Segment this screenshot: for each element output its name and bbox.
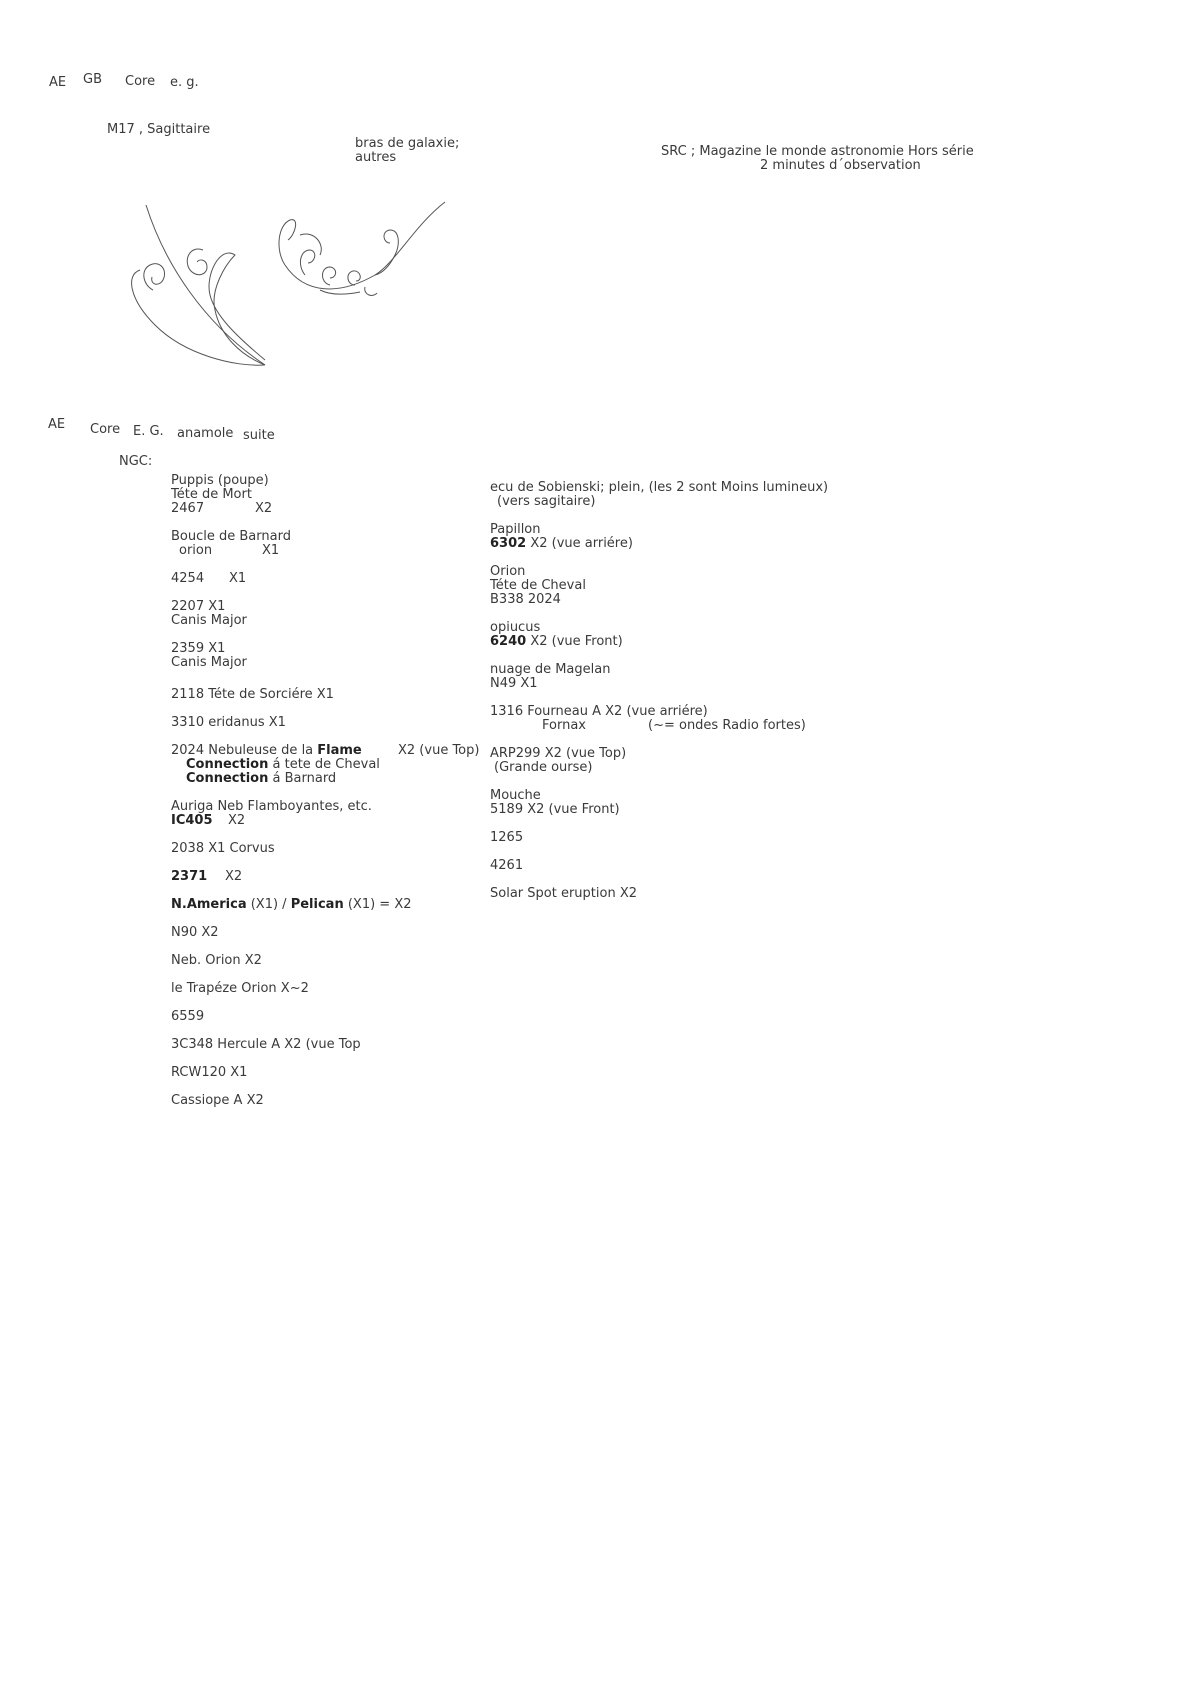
n2024-connection-1-rest: á tete de Cheval — [268, 757, 380, 772]
n2359-line-2: Canis Major — [171, 655, 247, 670]
n1265-entry: 1265 — [490, 830, 524, 845]
n2024-factor: X2 (vue Top) — [398, 743, 480, 758]
arp299-line-1: ARP299 X2 (vue Top) — [490, 746, 627, 761]
core-label: Core — [125, 74, 156, 89]
arp299-line-2: (Grande ourse) — [494, 760, 593, 775]
bras-note — [355, 137, 459, 165]
src-line-1: SRC ; Magazine le monde astronomie Hors série — [661, 144, 974, 159]
ecu-line-1: ecu de Sobienski; plein, (les 2 sont Moins lumineux) — [490, 480, 829, 495]
gb-label: GB — [83, 72, 102, 87]
trapeze-entry: le Trapéze Orion X~2 — [171, 981, 309, 996]
n2207-entry — [171, 600, 247, 628]
ae-label-2: AE — [48, 417, 66, 432]
opiucus-number: 6240 — [490, 634, 527, 649]
mouche-name: Mouche — [490, 788, 541, 803]
bras-line-1: bras de galaxie; — [355, 136, 460, 151]
neb-orion-entry: Neb. Orion X2 — [171, 953, 262, 968]
n2038-entry: 2038 X1 Corvus — [171, 841, 275, 856]
n2118-entry: 2118 Téte de Sorciére X1 — [171, 687, 334, 702]
magelan-line-1: nuage de Magelan — [490, 662, 611, 677]
n2371-number: 2371 — [171, 869, 208, 884]
n4254-factor: X1 — [229, 571, 247, 586]
namerica-entry — [171, 898, 412, 912]
n2024-connection-2-rest: á Barnard — [268, 771, 337, 786]
n90-entry: N90 X2 — [171, 925, 219, 940]
suite-label: suite — [243, 428, 275, 443]
auriga-entry — [171, 800, 372, 828]
magelan-entry — [490, 663, 610, 691]
eg-label-2: E. G. — [133, 424, 164, 439]
namerica-factor-a: (X1) / — [246, 897, 291, 912]
mouche-line-2: 5189 X2 (vue Front) — [490, 802, 620, 817]
auriga-factor: X2 — [228, 813, 246, 828]
boucle-factor: X1 — [262, 543, 280, 558]
boucle-constellation: orion — [179, 543, 213, 558]
n2024-flame: Flame — [317, 743, 362, 758]
ngc-label: NGC: — [119, 454, 153, 469]
puppis-alias: Téte de Mort — [171, 487, 252, 502]
n2359-entry — [171, 642, 247, 670]
orion-line-2: Téte de Cheval — [490, 578, 586, 593]
n2024-connection-1: Connection — [186, 757, 269, 772]
papillon-entry — [490, 523, 633, 551]
ecu-line-2: (vers sagitaire) — [497, 494, 596, 509]
core-label-2: Core — [90, 422, 121, 437]
papillon-name: Papillon — [490, 522, 541, 537]
bras-line-2: autres — [355, 150, 397, 165]
pelican-name: Pelican — [290, 897, 344, 912]
puppis-name: Puppis (poupe) — [171, 473, 269, 488]
cassiope-entry: Cassiope A X2 — [171, 1093, 264, 1108]
puppis-factor: X2 — [255, 501, 273, 516]
n2371-factor: X2 — [225, 869, 243, 884]
n2024-connection-2: Connection — [186, 771, 269, 786]
n2359-line-1: 2359 X1 — [171, 641, 226, 656]
orion-line-3: B338 2024 — [490, 592, 561, 607]
orion-entry — [490, 565, 586, 607]
auriga-ic: IC405 — [171, 813, 213, 828]
opiucus-entry — [490, 621, 623, 649]
n2024-prefix: 2024 Nebuleuse de la — [171, 743, 318, 758]
opiucus-rest: X2 (vue Front) — [526, 634, 623, 649]
n6559-entry: 6559 — [171, 1009, 205, 1024]
puppis-number: 2467 — [171, 501, 205, 516]
n1316-note: (~= ondes Radio fortes) — [648, 718, 806, 733]
n2207-line-1: 2207 X1 — [171, 599, 226, 614]
ae-label: AE — [49, 75, 67, 90]
namerica-name: N.America — [171, 897, 247, 912]
n2024-entry — [171, 744, 380, 786]
auriga-line: Auriga Neb Flamboyantes, etc. — [171, 799, 372, 814]
n1316-fornax: Fornax — [542, 718, 586, 733]
solar-entry: Solar Spot eruption X2 — [490, 886, 637, 901]
orion-line-1: Orion — [490, 564, 526, 579]
n3310-entry: 3310 eridanus X1 — [171, 715, 286, 730]
ecu-entry — [490, 481, 828, 509]
namerica-factor-b: (X1) = X2 — [343, 897, 412, 912]
n4254-number: 4254 — [171, 571, 205, 586]
magelan-line-2: N49 X1 — [490, 676, 538, 691]
src-line-2: 2 minutes d´observation — [760, 158, 921, 173]
c348-entry: 3C348 Hercule A X2 (vue Top — [171, 1037, 361, 1052]
anamole-label: anamole — [177, 426, 234, 441]
mouche-entry — [490, 789, 620, 817]
n2207-line-2: Canis Major — [171, 613, 247, 628]
n4261-entry: 4261 — [490, 858, 524, 873]
rcw120-entry: RCW120 X1 — [171, 1065, 248, 1080]
opiucus-name: opiucus — [490, 620, 541, 635]
boucle-entry — [171, 530, 291, 544]
galaxy-sketch — [125, 195, 455, 380]
eg-label: e. g. — [170, 75, 199, 90]
boucle-name: Boucle de Barnard — [171, 529, 291, 544]
n1316-line-1: 1316 Fourneau A X2 (vue arriére) — [490, 704, 708, 719]
m17-label: M17 , Sagittaire — [107, 122, 211, 137]
papillon-number: 6302 — [490, 536, 527, 551]
arp299-entry — [490, 747, 626, 775]
papillon-rest: X2 (vue arriére) — [526, 536, 633, 551]
